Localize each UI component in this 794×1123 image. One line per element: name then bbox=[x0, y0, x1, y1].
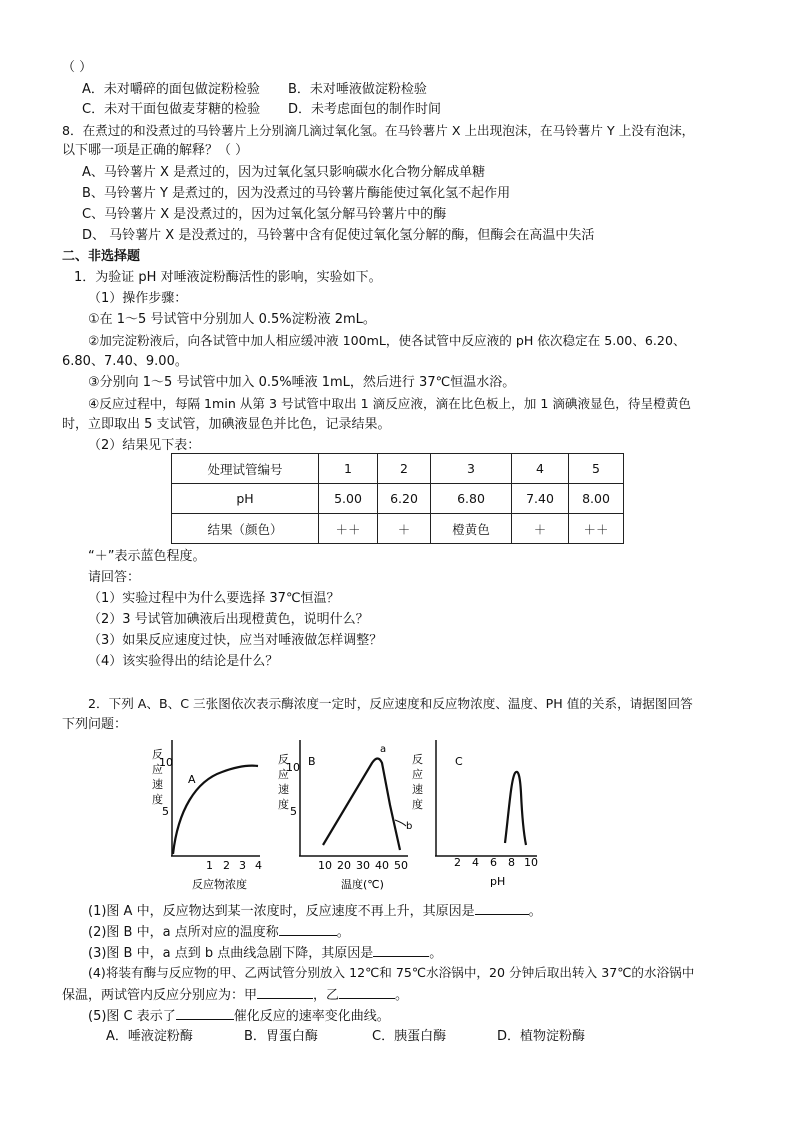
table-cell: 2 bbox=[378, 454, 431, 484]
p1-step-3: ③分别向 1～5 号试管中加入 0.5%唾液 1mL，然后进行 37℃恒温水浴。 bbox=[88, 375, 516, 390]
p1-steps-heading: （1）操作步骤： bbox=[88, 291, 188, 306]
chart-b-ylabel-4: 度 bbox=[278, 798, 289, 811]
q8-option-c: C、马铃薯片 X 是没煮过的，因为过氧化氢分解马铃薯片中的酶 bbox=[82, 207, 447, 222]
p2-q3-end: 。 bbox=[429, 946, 443, 961]
p2-q4-yi: ，乙 bbox=[313, 988, 340, 1003]
q7-answer-bracket: （ ） bbox=[62, 60, 93, 75]
table-cell: 5.00 bbox=[319, 484, 378, 514]
q8-option-b: B、马铃薯片 Y 是煮过的，因为没煮过的马铃薯片酶能使过氧化氢不起作用 bbox=[82, 186, 511, 201]
chart-b-ytick: 5 bbox=[290, 805, 297, 818]
p2-q2-text: (2)图 B 中，a 点所对应的温度称 bbox=[88, 925, 279, 940]
chart-c-curve bbox=[505, 772, 526, 845]
answer-blank-jia[interactable] bbox=[257, 984, 313, 999]
chart-a-curve bbox=[173, 766, 258, 854]
q7-option-c: C．未对干面包做麦芽糖的检验 bbox=[82, 102, 261, 117]
p1-results-heading: （2）结果见下表： bbox=[88, 438, 201, 453]
p1-question-3: （3）如果反应速度过快，应当对唾液做怎样调整？ bbox=[88, 633, 383, 648]
answer-blank[interactable] bbox=[373, 942, 429, 957]
p2-q3-text: (3)图 B 中，a 点到 b 点曲线急剧下降，其原因是 bbox=[88, 946, 374, 961]
chart-a-xtick: 3 bbox=[239, 859, 246, 872]
chart-c-ylabel-2: 应 bbox=[412, 768, 423, 781]
p2-question-4-cont bbox=[62, 984, 408, 1006]
table-row-label: pH bbox=[172, 484, 319, 514]
p1-intro: 1．为验证 pH 对唾液淀粉酶活性的影响，实验如下。 bbox=[74, 270, 382, 285]
chart-b-point-b: b bbox=[406, 821, 413, 832]
table-row bbox=[172, 484, 624, 514]
answer-blank[interactable] bbox=[475, 900, 529, 915]
p2-q5-text: (5)图 C 表示了 bbox=[88, 1009, 176, 1024]
chart-b-ylabel-2: 应 bbox=[278, 768, 289, 781]
chart-a-xtick: 1 bbox=[206, 859, 213, 872]
p2-question-1 bbox=[88, 900, 542, 922]
answer-blank-yi[interactable] bbox=[339, 984, 395, 999]
chart-c-xtick: 10 bbox=[524, 856, 538, 869]
p2-question-2 bbox=[88, 921, 350, 943]
table-cell: ＋ bbox=[512, 514, 569, 544]
chart-a-ylabel-1: 反 bbox=[152, 748, 163, 761]
p2-q1-end: 。 bbox=[528, 904, 542, 919]
q7-option-b: B．未对唾液做淀粉检验 bbox=[288, 82, 427, 97]
answer-blank[interactable] bbox=[176, 1005, 234, 1020]
q8-option-d: D、 马铃薯片 X 是没煮过的，马铃薯中含有促使过氧化氢分解的酶，但酶会在高温中失活 bbox=[82, 228, 595, 243]
chart-b-ylabel-3: 速 bbox=[278, 783, 289, 796]
chart-b-panel-label: B bbox=[308, 755, 316, 768]
chart-b-ytick: 10 bbox=[286, 761, 300, 774]
p2-q5-text-end: 催化反应的速率变化曲线。 bbox=[233, 1009, 390, 1024]
chart-b-point-b-marker bbox=[395, 820, 406, 826]
p2-q1-text: (1)图 A 中，反应物达到某一浓度时，反应速度不再上升，其原因是 bbox=[88, 904, 475, 919]
chart-c-xtick: 4 bbox=[472, 856, 479, 869]
chart-c-xtick: 6 bbox=[490, 856, 497, 869]
chart-a-ytick: 5 bbox=[162, 805, 169, 818]
chart-c-xlabel: pH bbox=[490, 875, 506, 888]
p1-step-2-cont: 6.80、7.40、9.00。 bbox=[62, 354, 188, 369]
chart-b-xtick: 30 bbox=[356, 859, 370, 872]
chart-c-ylabel-3: 速 bbox=[412, 783, 423, 796]
p1-question-2: （2）3 号试管加碘液后出现橙黄色，说明什么？ bbox=[88, 612, 369, 627]
chart-a-xtick: 4 bbox=[255, 859, 262, 872]
p1-question-4: （4）该实验得出的结论是什么？ bbox=[88, 654, 279, 669]
q7-option-d: D．未考虑面包的制作时间 bbox=[288, 102, 442, 117]
answer-blank[interactable] bbox=[279, 921, 337, 936]
p1-question-1: （1）实验过程中为什么要选择 37℃恒温？ bbox=[88, 591, 340, 606]
chart-a-ylabel-3: 速 bbox=[152, 778, 163, 791]
chart-a-ytick: 10 bbox=[159, 756, 173, 769]
chart-a-xtick: 2 bbox=[223, 859, 230, 872]
p2-intro-cont: 下列问题： bbox=[62, 717, 128, 732]
chart-b-xtick: 50 bbox=[394, 859, 408, 872]
chart-b-ylabel-1: 反 bbox=[278, 753, 289, 766]
table-cell: 7.40 bbox=[512, 484, 569, 514]
table-cell: ＋＋ bbox=[569, 514, 624, 544]
chart-b bbox=[278, 740, 412, 891]
p2-q4-text: 保温，两试管内反应分别应为：甲 bbox=[62, 988, 258, 1003]
chart-a bbox=[152, 740, 262, 891]
p2-q5-option-c: C．胰蛋白酶 bbox=[372, 1029, 447, 1044]
table-row-label: 结果（颜色） bbox=[172, 514, 319, 544]
chart-b-point-a: a bbox=[380, 744, 387, 755]
chart-c-panel-label: C bbox=[455, 755, 463, 768]
p1-step-4-cont: 时，立即取出 5 支试管，加碘液显色并比色，记录结果。 bbox=[62, 417, 391, 432]
p2-q2-end: 。 bbox=[336, 925, 350, 940]
p1-note: “＋”表示蓝色程度。 bbox=[88, 549, 206, 564]
table-row-label: 处理试管编号 bbox=[172, 454, 319, 484]
table-cell: 5 bbox=[569, 454, 624, 484]
p2-q5-option-a: A．唾液淀粉酶 bbox=[106, 1029, 193, 1044]
table-cell: ＋ bbox=[378, 514, 431, 544]
table-cell: 6.20 bbox=[378, 484, 431, 514]
chart-b-xtick: 10 bbox=[318, 859, 332, 872]
p2-question-3 bbox=[88, 942, 442, 964]
p1-step-4: ④反应过程中，每隔 1min 从第 3 号试管中取出 1 滴反应液，滴在比色板上，加 1 滴碘液显色，待呈橙黄色 bbox=[88, 396, 691, 411]
table-cell: 1 bbox=[319, 454, 378, 484]
chart-a-panel-label: A bbox=[188, 773, 196, 786]
table-row bbox=[172, 454, 624, 484]
table-cell: 3 bbox=[431, 454, 512, 484]
p2-question-5 bbox=[88, 1005, 390, 1027]
chart-a-ylabel-4: 度 bbox=[152, 793, 163, 806]
chart-c bbox=[412, 740, 538, 888]
chart-c-xtick: 2 bbox=[454, 856, 461, 869]
table-cell: 8.00 bbox=[569, 484, 624, 514]
p1-step-2: ②加完淀粉液后，向各试管中加人相应缓冲液 100mL，使各试管中反应液的 pH 依次稳定在 5.00、6.20、 bbox=[88, 333, 686, 348]
table-row bbox=[172, 514, 624, 544]
p1-ask: 请回答： bbox=[88, 570, 141, 585]
chart-b-xtick: 40 bbox=[375, 859, 389, 872]
chart-b-xlabel: 温度(℃) bbox=[341, 878, 384, 891]
enzyme-charts bbox=[140, 735, 560, 895]
table-cell: ＋＋ bbox=[319, 514, 378, 544]
p2-q4-end: 。 bbox=[395, 988, 409, 1003]
section-heading: 二、非选择题 bbox=[62, 249, 141, 264]
chart-b-curve bbox=[323, 759, 400, 851]
q8-option-a: A、马铃薯片 X 是煮过的，因为过氧化氢只影响碳水化合物分解成单糖 bbox=[82, 165, 486, 180]
chart-b-xtick: 20 bbox=[337, 859, 351, 872]
chart-c-ylabel-4: 度 bbox=[412, 798, 423, 811]
p2-q5-option-b: B．胃蛋白酶 bbox=[244, 1029, 318, 1044]
q8-stem-cont: 以下哪一项是正确的解释？（ ） bbox=[62, 143, 249, 158]
chart-a-ylabel-2: 应 bbox=[152, 763, 163, 776]
table-cell: 橙黄色 bbox=[431, 514, 512, 544]
p2-intro: 2．下列 A、B、C 三张图依次表示酶浓度一定时，反应速度和反应物浓度、温度、PH 值的关系，请据图回答 bbox=[88, 696, 693, 711]
chart-c-xtick: 8 bbox=[508, 856, 515, 869]
chart-c-ylabel-1: 反 bbox=[412, 753, 423, 766]
q8-stem: 8．在煮过的和没煮过的马铃薯片上分别滴几滴过氧化氢。在马铃薯片 X 上出现泡沫，在马铃薯片 Y 上没有泡沫， bbox=[62, 123, 695, 138]
q7-option-a: A．未对嚼碎的面包做淀粉检验 bbox=[82, 82, 260, 97]
p2-question-4: (4)将装有酶与反应物的甲、乙两试管分别放入 12℃和 75℃水浴锅中，20 分钟后取出转入 37℃的水浴锅中 bbox=[88, 965, 695, 980]
p2-q5-option-d: D．植物淀粉酶 bbox=[497, 1029, 586, 1044]
p1-step-1: ①在 1～5 号试管中分别加人 0.5%淀粉液 2mL。 bbox=[88, 312, 376, 327]
table-cell: 6.80 bbox=[431, 484, 512, 514]
chart-a-xlabel: 反应物浓度 bbox=[192, 878, 247, 891]
results-table bbox=[171, 453, 624, 544]
table-cell: 4 bbox=[512, 454, 569, 484]
